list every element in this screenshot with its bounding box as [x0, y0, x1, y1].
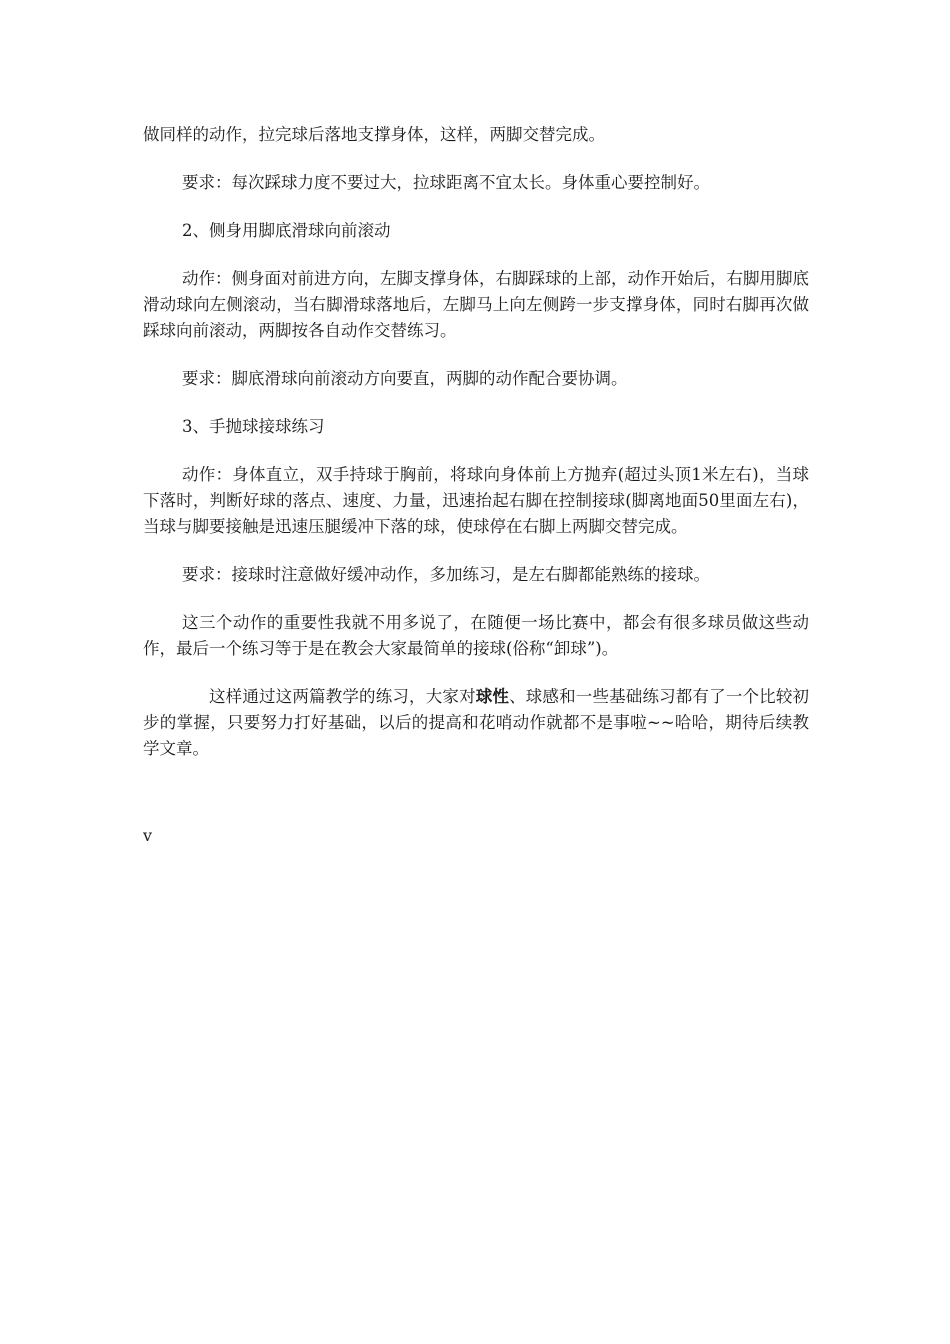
conclusion-text-start: 这样通过这两篇教学的练习，大家对 [209, 687, 476, 706]
conclusion-text-end: 、球感和一些基础练习都有了一个比较初步的掌握，只要努力打好基础，以后的提高和花哨动作就都不是事啦~~哈哈，期待后续教学文章。 [143, 687, 810, 758]
paragraph-requirement-2: 要求：脚底滑球向前滚动方向要直，两脚的动作配合要协调。 [182, 369, 628, 388]
document-body [143, 122, 809, 784]
paragraph-requirement-1: 要求：每次踩球力度不要过大，拉球距离不宜太长。身体重心要控制好。 [182, 173, 710, 192]
trailing-character: v [143, 826, 153, 845]
section-heading-2: 2、侧身用脚底滑球向前滚动 [182, 221, 391, 240]
paragraph-requirement-3: 要求：接球时注意做好缓冲动作，多加练习，是左右脚都能熟练的接球。 [182, 565, 710, 584]
paragraph-summary: 这三个动作的重要性我就不用多说了，在随便一场比赛中，都会有很多球员做这些动作，最后一个练习等于是在教会大家最简单的接球(俗称“卸球”)。 [143, 613, 809, 658]
paragraph-continuation: 做同样的动作，拉完球后落地支撑身体，这样，两脚交替完成。 [143, 125, 605, 144]
section-heading-3: 3、手抛球接球练习 [182, 417, 325, 436]
paragraph-action-2: 动作：侧身面对前进方向，左脚支撑身体，右脚踩球的上部，动作开始后，右脚用脚底滑动球向左侧滚动，当右脚滑球落地后，左脚马上向左侧跨一步支撑身体，同时右脚再次做踩球向前滚动，两脚按各自动作交替练习。 [143, 269, 809, 340]
paragraph-conclusion [143, 684, 809, 762]
paragraph-action-3: 动作：身体直立，双手持球于胸前，将球向身体前上方抛弃(超过头顶1米左右)，当球下落时，判断好球的落点、速度、力量，迅速抬起右脚在控制接球(脚离地面50里面左右)，当球与脚要接触是迅速压腿缓冲下落的球，使球停在右脚上两脚交替完成。 [143, 465, 809, 536]
conclusion-bold-term: 球性 [475, 687, 510, 706]
